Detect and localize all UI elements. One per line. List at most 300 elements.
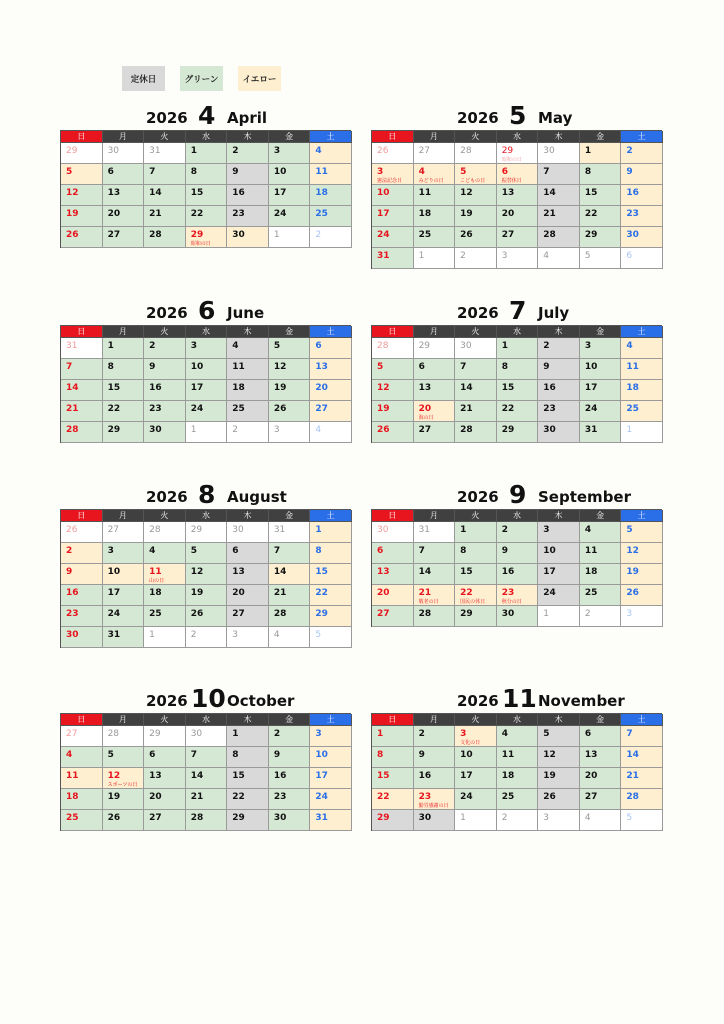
day-cell[interactable] <box>538 248 580 269</box>
day-cell[interactable] <box>269 359 311 380</box>
day-cell[interactable] <box>310 143 352 164</box>
day-cell[interactable] <box>414 564 456 585</box>
day-cell[interactable] <box>186 768 228 789</box>
day-cell[interactable] <box>538 143 580 164</box>
day-cell[interactable] <box>61 606 103 627</box>
day-cell[interactable] <box>414 143 456 164</box>
day-cell[interactable] <box>497 359 539 380</box>
day-cell[interactable] <box>372 726 414 747</box>
day-cell[interactable] <box>372 810 414 831</box>
day-cell[interactable] <box>310 401 352 422</box>
day-cell[interactable] <box>497 248 539 269</box>
day-cell[interactable] <box>455 422 497 443</box>
day-cell[interactable] <box>414 359 456 380</box>
day-cell[interactable] <box>372 422 414 443</box>
day-cell[interactable] <box>538 380 580 401</box>
day-cell[interactable] <box>621 227 663 248</box>
day-cell[interactable] <box>310 227 352 248</box>
day-cell[interactable] <box>621 206 663 227</box>
day-cell[interactable] <box>103 522 145 543</box>
day-cell[interactable] <box>186 422 228 443</box>
day-cell[interactable] <box>144 422 186 443</box>
day-cell[interactable] <box>497 789 539 810</box>
day-cell[interactable] <box>497 422 539 443</box>
day-cell[interactable] <box>186 543 228 564</box>
day-cell[interactable] <box>621 380 663 401</box>
day-cell[interactable] <box>414 164 456 185</box>
day-cell[interactable] <box>580 810 622 831</box>
day-cell[interactable] <box>61 585 103 606</box>
day-cell[interactable] <box>310 522 352 543</box>
day-cell[interactable] <box>580 564 622 585</box>
day-cell[interactable] <box>497 606 539 627</box>
day-number: 2 <box>66 546 73 556</box>
day-cell[interactable] <box>61 164 103 185</box>
day-cell[interactable] <box>538 164 580 185</box>
day-cell[interactable] <box>103 768 145 789</box>
day-cell[interactable] <box>580 747 622 768</box>
day-cell[interactable] <box>103 606 145 627</box>
day-cell[interactable] <box>580 585 622 606</box>
day-cell[interactable] <box>538 338 580 359</box>
day-cell[interactable] <box>186 401 228 422</box>
day-cell[interactable] <box>310 206 352 227</box>
day-cell[interactable] <box>310 380 352 401</box>
day-cell[interactable] <box>538 522 580 543</box>
day-cell[interactable] <box>621 185 663 206</box>
day-cell[interactable] <box>61 206 103 227</box>
day-cell[interactable] <box>621 810 663 831</box>
day-cell[interactable] <box>414 522 456 543</box>
day-cell[interactable] <box>414 338 456 359</box>
day-cell[interactable] <box>103 564 145 585</box>
day-cell[interactable] <box>227 380 269 401</box>
day-cell[interactable] <box>269 522 311 543</box>
day-cell[interactable] <box>580 143 622 164</box>
day-cell[interactable] <box>455 585 497 606</box>
day-cell[interactable] <box>414 585 456 606</box>
day-cell[interactable] <box>621 338 663 359</box>
day-cell[interactable] <box>269 768 311 789</box>
day-cell[interactable] <box>455 810 497 831</box>
day-cell[interactable] <box>103 380 145 401</box>
day-cell[interactable] <box>186 564 228 585</box>
day-cell[interactable] <box>186 359 228 380</box>
day-cell[interactable] <box>61 726 103 747</box>
day-cell[interactable] <box>310 606 352 627</box>
day-cell[interactable] <box>103 227 145 248</box>
day-cell[interactable] <box>269 810 311 831</box>
day-cell[interactable] <box>186 606 228 627</box>
day-cell[interactable] <box>227 585 269 606</box>
day-cell[interactable] <box>269 747 311 768</box>
day-cell[interactable] <box>227 359 269 380</box>
day-cell[interactable] <box>144 143 186 164</box>
day-cell[interactable] <box>61 143 103 164</box>
day-cell[interactable] <box>103 627 145 648</box>
day-cell[interactable] <box>580 401 622 422</box>
day-cell[interactable] <box>414 789 456 810</box>
weekday-header: 木 <box>227 510 269 522</box>
day-cell[interactable] <box>227 422 269 443</box>
day-cell[interactable] <box>103 359 145 380</box>
day-cell[interactable] <box>538 206 580 227</box>
day-cell[interactable] <box>103 185 145 206</box>
day-cell[interactable] <box>186 227 228 248</box>
day-cell[interactable] <box>227 522 269 543</box>
day-cell[interactable] <box>538 543 580 564</box>
day-cell[interactable] <box>103 401 145 422</box>
day-cell[interactable] <box>227 627 269 648</box>
day-cell[interactable] <box>414 606 456 627</box>
day-cell[interactable] <box>414 380 456 401</box>
day-cell[interactable] <box>497 380 539 401</box>
day-cell[interactable] <box>538 359 580 380</box>
day-cell[interactable] <box>310 585 352 606</box>
day-cell[interactable] <box>621 564 663 585</box>
day-cell[interactable] <box>497 185 539 206</box>
day-cell[interactable] <box>310 564 352 585</box>
day-cell[interactable] <box>455 143 497 164</box>
day-cell[interactable] <box>310 726 352 747</box>
day-cell[interactable] <box>497 768 539 789</box>
day-cell[interactable] <box>372 543 414 564</box>
day-cell[interactable] <box>538 747 580 768</box>
day-cell[interactable] <box>144 747 186 768</box>
day-cell[interactable] <box>310 789 352 810</box>
day-cell[interactable] <box>538 789 580 810</box>
day-cell[interactable] <box>372 564 414 585</box>
day-cell[interactable] <box>580 227 622 248</box>
day-cell[interactable] <box>538 564 580 585</box>
day-cell[interactable] <box>372 185 414 206</box>
day-cell[interactable] <box>103 143 145 164</box>
day-cell[interactable] <box>580 726 622 747</box>
day-cell[interactable] <box>414 185 456 206</box>
day-cell[interactable] <box>61 338 103 359</box>
day-cell[interactable] <box>269 543 311 564</box>
day-cell[interactable] <box>186 789 228 810</box>
day-cell[interactable] <box>455 401 497 422</box>
day-cell[interactable] <box>269 338 311 359</box>
day-cell[interactable] <box>310 422 352 443</box>
day-cell[interactable] <box>61 543 103 564</box>
day-cell[interactable] <box>61 747 103 768</box>
day-cell[interactable] <box>372 585 414 606</box>
day-cell[interactable] <box>621 747 663 768</box>
day-cell[interactable] <box>497 401 539 422</box>
day-cell[interactable] <box>372 227 414 248</box>
day-cell[interactable] <box>372 789 414 810</box>
day-cell[interactable] <box>61 227 103 248</box>
day-cell[interactable] <box>621 726 663 747</box>
day-cell[interactable] <box>186 810 228 831</box>
day-cell[interactable] <box>103 585 145 606</box>
day-cell[interactable] <box>227 726 269 747</box>
day-cell[interactable] <box>227 810 269 831</box>
day-cell[interactable] <box>227 606 269 627</box>
day-cell[interactable] <box>372 522 414 543</box>
day-cell[interactable] <box>497 227 539 248</box>
weekday-header: 土 <box>310 714 352 726</box>
day-cell[interactable] <box>372 401 414 422</box>
day-cell[interactable] <box>103 789 145 810</box>
day-cell[interactable] <box>414 422 456 443</box>
day-cell[interactable] <box>61 422 103 443</box>
day-cell[interactable] <box>414 810 456 831</box>
day-cell[interactable] <box>372 380 414 401</box>
day-cell[interactable] <box>455 789 497 810</box>
day-cell[interactable] <box>61 359 103 380</box>
day-cell[interactable] <box>621 359 663 380</box>
day-cell[interactable] <box>455 606 497 627</box>
day-cell[interactable] <box>186 380 228 401</box>
day-cell[interactable] <box>186 522 228 543</box>
day-cell[interactable] <box>144 585 186 606</box>
day-cell[interactable] <box>455 248 497 269</box>
day-cell[interactable] <box>455 359 497 380</box>
day-cell[interactable] <box>580 522 622 543</box>
day-cell[interactable] <box>580 789 622 810</box>
day-cell[interactable] <box>144 164 186 185</box>
day-cell[interactable] <box>103 338 145 359</box>
day-cell[interactable] <box>103 726 145 747</box>
day-cell[interactable] <box>186 164 228 185</box>
day-cell[interactable] <box>144 185 186 206</box>
day-cell[interactable] <box>538 768 580 789</box>
day-cell[interactable] <box>227 338 269 359</box>
day-cell[interactable] <box>144 227 186 248</box>
day-cell[interactable] <box>144 380 186 401</box>
day-cell[interactable] <box>310 747 352 768</box>
day-cell[interactable] <box>621 543 663 564</box>
day-cell[interactable] <box>269 564 311 585</box>
day-cell[interactable] <box>580 768 622 789</box>
day-cell[interactable] <box>61 380 103 401</box>
day-cell[interactable] <box>269 185 311 206</box>
day-cell[interactable] <box>227 143 269 164</box>
day-cell[interactable] <box>621 422 663 443</box>
day-cell[interactable] <box>497 543 539 564</box>
day-cell[interactable] <box>621 143 663 164</box>
day-cell[interactable] <box>580 338 622 359</box>
day-cell[interactable] <box>372 338 414 359</box>
day-cell[interactable] <box>497 338 539 359</box>
day-cell[interactable] <box>621 248 663 269</box>
day-cell[interactable] <box>227 227 269 248</box>
day-cell[interactable] <box>310 627 352 648</box>
day-cell[interactable] <box>144 522 186 543</box>
day-cell[interactable] <box>269 380 311 401</box>
day-cell[interactable] <box>269 422 311 443</box>
day-cell[interactable] <box>538 401 580 422</box>
day-cell[interactable] <box>186 143 228 164</box>
day-cell[interactable] <box>580 359 622 380</box>
day-cell[interactable] <box>372 359 414 380</box>
day-cell[interactable] <box>455 206 497 227</box>
day-cell[interactable] <box>103 747 145 768</box>
day-cell[interactable] <box>61 768 103 789</box>
day-cell[interactable] <box>310 359 352 380</box>
day-cell[interactable] <box>538 422 580 443</box>
day-cell[interactable] <box>621 164 663 185</box>
day-cell[interactable] <box>580 543 622 564</box>
day-cell[interactable] <box>227 164 269 185</box>
day-cell[interactable] <box>414 227 456 248</box>
day-cell[interactable] <box>186 206 228 227</box>
day-cell[interactable] <box>61 789 103 810</box>
day-cell[interactable] <box>414 747 456 768</box>
day-cell[interactable] <box>372 164 414 185</box>
day-cell[interactable] <box>580 248 622 269</box>
day-cell[interactable] <box>538 606 580 627</box>
day-cell[interactable] <box>227 185 269 206</box>
day-cell[interactable] <box>269 726 311 747</box>
day-cell[interactable] <box>186 585 228 606</box>
day-cell[interactable] <box>227 564 269 585</box>
day-cell[interactable] <box>61 522 103 543</box>
day-cell[interactable] <box>455 164 497 185</box>
day-cell[interactable] <box>372 768 414 789</box>
day-cell[interactable] <box>497 564 539 585</box>
day-cell[interactable] <box>414 248 456 269</box>
day-cell[interactable] <box>144 359 186 380</box>
day-cell[interactable] <box>144 543 186 564</box>
day-cell[interactable] <box>61 401 103 422</box>
day-cell[interactable] <box>269 789 311 810</box>
day-cell[interactable] <box>497 143 539 164</box>
day-cell[interactable] <box>497 810 539 831</box>
day-cell[interactable] <box>497 164 539 185</box>
day-cell[interactable] <box>269 627 311 648</box>
day-cell[interactable] <box>455 543 497 564</box>
day-cell[interactable] <box>103 206 145 227</box>
day-cell[interactable] <box>310 810 352 831</box>
day-cell[interactable] <box>144 564 186 585</box>
day-cell[interactable] <box>269 143 311 164</box>
day-cell[interactable] <box>455 747 497 768</box>
day-cell[interactable] <box>310 164 352 185</box>
day-cell[interactable] <box>103 543 145 564</box>
day-cell[interactable] <box>227 747 269 768</box>
day-cell[interactable] <box>144 206 186 227</box>
day-cell[interactable] <box>61 564 103 585</box>
day-cell[interactable] <box>414 543 456 564</box>
day-cell[interactable] <box>580 164 622 185</box>
day-cell[interactable] <box>455 185 497 206</box>
day-cell[interactable] <box>455 522 497 543</box>
day-cell[interactable] <box>186 185 228 206</box>
day-cell[interactable] <box>144 627 186 648</box>
day-cell[interactable] <box>580 422 622 443</box>
day-cell[interactable] <box>103 810 145 831</box>
day-cell[interactable] <box>144 726 186 747</box>
day-cell[interactable] <box>455 338 497 359</box>
day-cell[interactable] <box>61 627 103 648</box>
day-cell[interactable] <box>144 789 186 810</box>
weekday-header: 水 <box>497 510 539 522</box>
day-cell[interactable] <box>144 338 186 359</box>
day-cell[interactable] <box>621 585 663 606</box>
day-cell[interactable] <box>414 768 456 789</box>
day-cell[interactable] <box>103 422 145 443</box>
day-cell[interactable] <box>455 726 497 747</box>
day-cell[interactable] <box>227 543 269 564</box>
day-cell[interactable] <box>144 606 186 627</box>
day-cell[interactable] <box>227 768 269 789</box>
day-cell[interactable] <box>269 606 311 627</box>
day-cell[interactable] <box>227 401 269 422</box>
day-cell[interactable] <box>580 206 622 227</box>
day-number: 19 <box>273 383 287 393</box>
day-cell[interactable] <box>269 227 311 248</box>
day-cell[interactable] <box>186 338 228 359</box>
day-cell[interactable] <box>621 522 663 543</box>
day-cell[interactable] <box>538 726 580 747</box>
day-cell[interactable] <box>497 726 539 747</box>
day-cell[interactable] <box>372 747 414 768</box>
day-cell[interactable] <box>310 338 352 359</box>
day-cell[interactable] <box>103 164 145 185</box>
day-cell[interactable] <box>455 768 497 789</box>
day-cell[interactable] <box>455 227 497 248</box>
day-cell[interactable] <box>269 206 311 227</box>
day-cell[interactable] <box>372 606 414 627</box>
day-cell[interactable] <box>372 248 414 269</box>
day-cell[interactable] <box>144 401 186 422</box>
day-cell[interactable] <box>186 726 228 747</box>
day-cell[interactable] <box>186 627 228 648</box>
day-cell[interactable] <box>497 522 539 543</box>
day-cell[interactable] <box>61 810 103 831</box>
day-cell[interactable] <box>580 185 622 206</box>
day-cell[interactable] <box>186 747 228 768</box>
day-cell[interactable] <box>372 143 414 164</box>
day-cell[interactable] <box>538 810 580 831</box>
day-cell[interactable] <box>621 768 663 789</box>
day-cell[interactable] <box>269 585 311 606</box>
day-cell[interactable] <box>497 206 539 227</box>
day-cell[interactable] <box>227 206 269 227</box>
day-cell[interactable] <box>144 810 186 831</box>
day-cell[interactable] <box>621 401 663 422</box>
day-cell[interactable] <box>538 227 580 248</box>
day-cell[interactable] <box>621 789 663 810</box>
day-cell[interactable] <box>455 564 497 585</box>
day-cell[interactable] <box>497 747 539 768</box>
day-cell[interactable] <box>580 606 622 627</box>
day-number: 4 <box>584 525 592 535</box>
day-cell[interactable] <box>269 401 311 422</box>
day-cell[interactable] <box>144 768 186 789</box>
day-cell[interactable] <box>414 726 456 747</box>
day-cell[interactable] <box>310 185 352 206</box>
day-cell[interactable] <box>414 401 456 422</box>
day-cell[interactable] <box>227 789 269 810</box>
day-cell[interactable] <box>372 206 414 227</box>
day-cell[interactable] <box>580 380 622 401</box>
day-cell[interactable] <box>310 543 352 564</box>
day-cell[interactable] <box>414 206 456 227</box>
day-cell[interactable] <box>497 585 539 606</box>
day-cell[interactable] <box>310 768 352 789</box>
day-cell[interactable] <box>61 185 103 206</box>
day-cell[interactable] <box>455 380 497 401</box>
day-cell[interactable] <box>269 164 311 185</box>
day-cell[interactable] <box>538 585 580 606</box>
day-cell[interactable] <box>538 185 580 206</box>
day-cell[interactable] <box>621 606 663 627</box>
